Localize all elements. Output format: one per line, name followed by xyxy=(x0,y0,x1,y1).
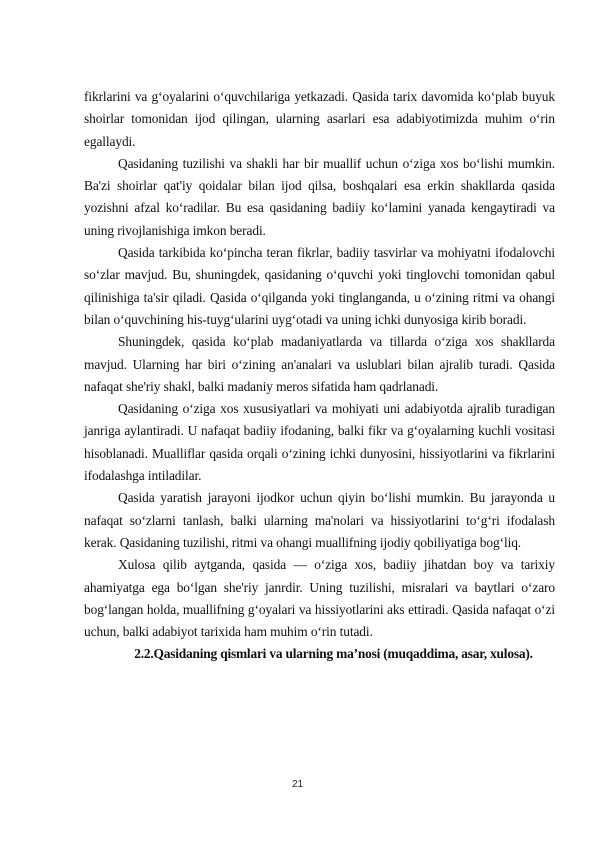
page-number: 21 xyxy=(291,779,304,790)
document-page xyxy=(84,86,555,666)
paragraph-2: Qasidaning tuzilishi va shakli har bir muallif uchun o‘ziga xos bo‘lishi mumkin. Ba'zi shoirlar qat'iy qoidalar bilan ijod qilsa, boshqalari esa erkin shakllarda qasida yozishni afzal ko‘radilar. Bu esa qasidaning badiiy ko‘lamini yanada kengaytiradi va uning rivojlanishiga imkon beradi. xyxy=(84,155,555,238)
paragraph-6: Qasida yaratish jarayoni ijodkor uchun qiyin bo‘lishi mumkin. Bu jarayonda u nafaqat so‘zlarni tanlash, balki ularning ma'nolari va hissiyotlarini to‘g‘ri ifodalash kerak. Qasidaning tuzilishi, ritmi va ohangi muallifning ijodiy qobiliyatiga bog‘liq. xyxy=(84,490,555,550)
paragraph-5: Qasidaning o‘ziga xos xususiyatlari va mohiyati uni adabiyotda ajralib turadigan janriga aylantiradi. U nafaqat badiiy ifodaning, balki fikr va g‘oyalarning kuchli vositasi hisoblanadi. Mualliflar qasida orqali o‘zining ichki dunyosini, hissiyotlarini va fikrlarini ifodalashga intiladilar. xyxy=(84,401,555,484)
section-heading: 2.2.Qasidaning qismlari va ularning ma’nosi (muqaddima, asar, xulosa). xyxy=(134,646,533,662)
paragraph-3: Qasida tarkibida ko‘pincha teran fikrlar, badiiy tasvirlar va mohiyatni ifodalovchi so‘zlar mavjud. Bu, shuningdek, qasidaning o‘quvchi yoki tinglovchi tomonidan qabul qilinishiga ta'sir qiladi. Qasida o‘qilganda yoki tinglanganda, u o‘zining ritmi va ohangi bilan o‘quvchining his-tuyg‘ularini uyg‘otadi va uning ichki dunyosiga kirib boradi. xyxy=(84,245,555,327)
paragraph-4: Shuningdek, qasida ko‘plab madaniyatlarda va tillarda o‘ziga xos shakllarda mavjud. Ularning har biri o‘zining an'analari va uslublari bilan ajralib turadi. Qasida nafaqat she'riy shakl, balki madaniy meros sifatida ham qadrlanadi. xyxy=(84,334,555,394)
paragraph-7: Xulosa qilib aytganda, qasida — o‘ziga xos, badiiy jihatdan boy va tarixiy ahamiyatga ega bo‘lgan she'riy janrdir. Uning tuzilishi, misralari va baytlari o‘zaro bog‘langan holda, muallifning g‘oyalari va hissiyotlarini aks ettiradi. Qasida nafaqat o‘zi uchun, balki adabiyot tarixida ham muhim o‘rin tutadi. xyxy=(84,557,555,640)
paragraph-1: fikrlarini va g‘oyalarini o‘quvchilariga yetkazadi. Qasida tarix davomida ko‘plab buyuk shoirlar tomonidan ijod qilingan, ularning asarlari esa adabiyotimizda muhim o‘rin egallaydi. xyxy=(84,89,555,149)
